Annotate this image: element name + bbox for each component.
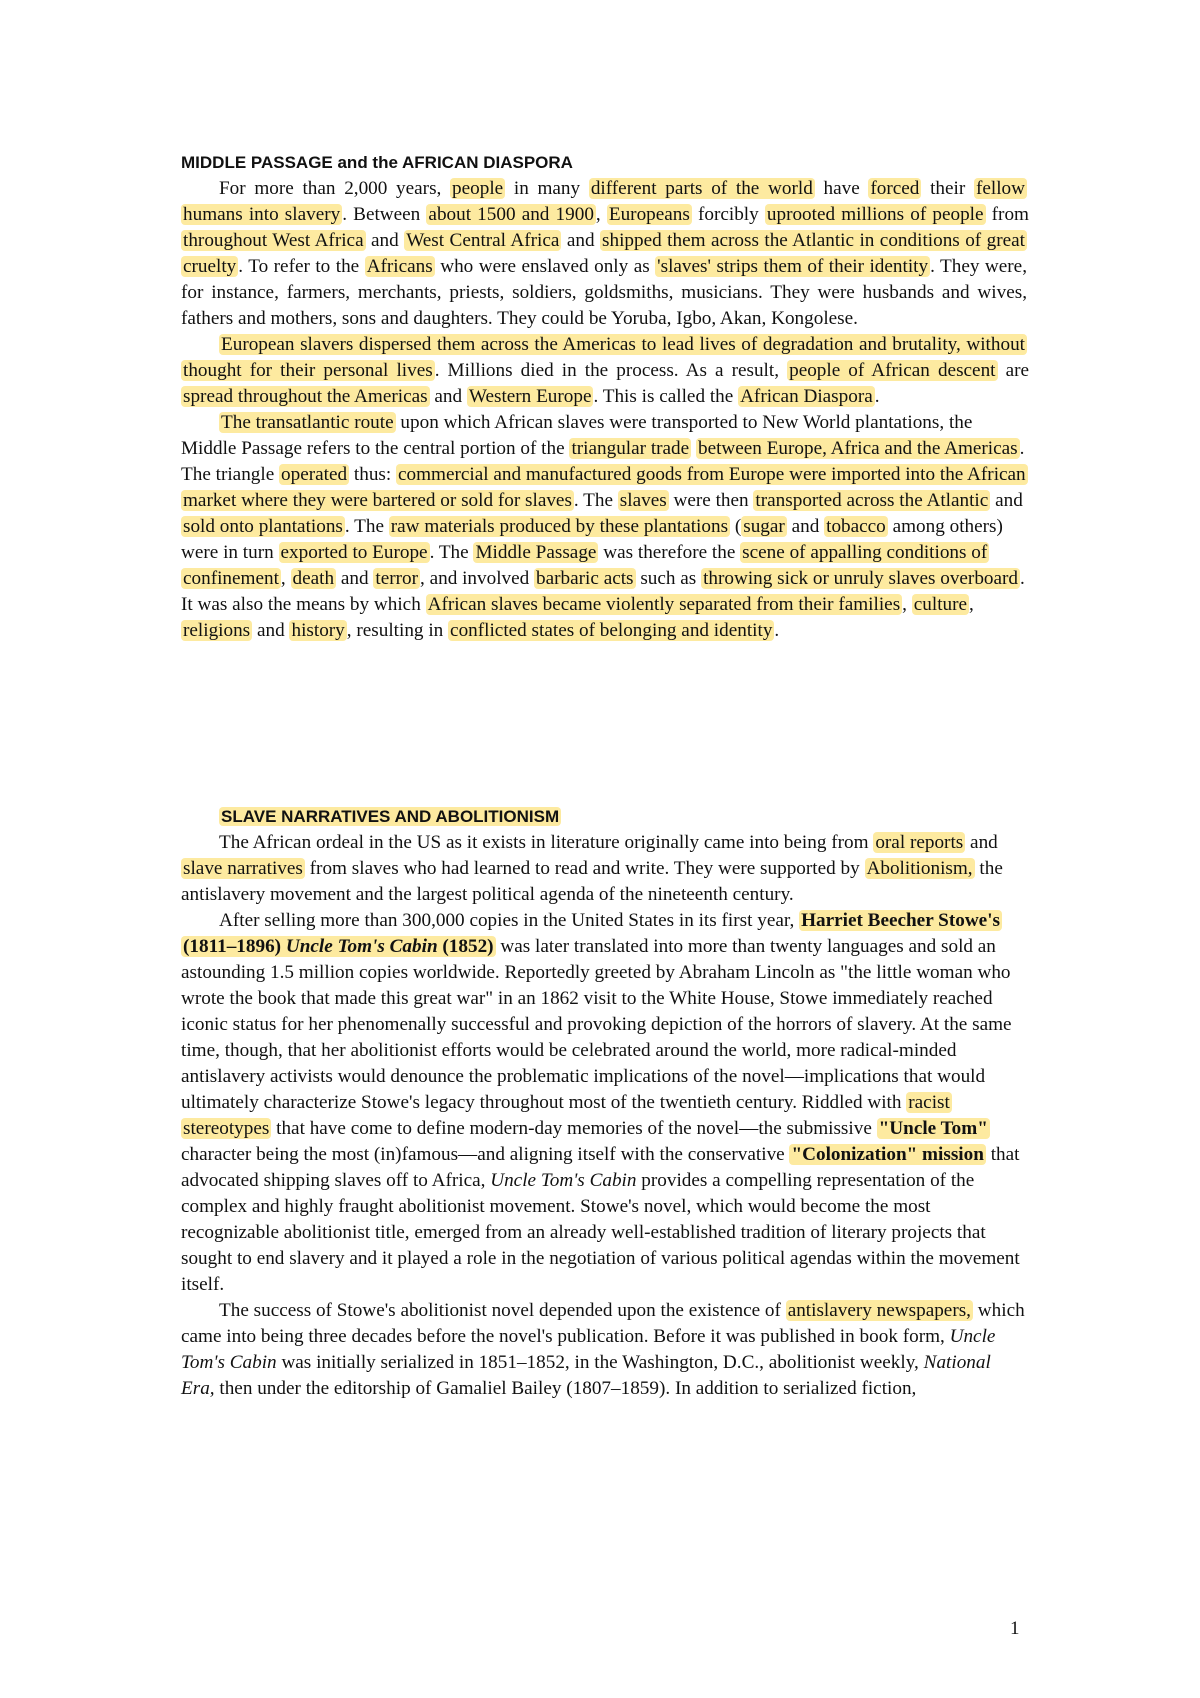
highlight: history: [291, 620, 345, 641]
highlight: spread throughout the Americas: [183, 386, 428, 407]
paragraph-3: [181, 410, 1027, 644]
highlight: African slaves became violently separated from their families: [427, 594, 901, 615]
text-run: was therefore the: [598, 542, 741, 563]
highlight: death: [292, 568, 335, 589]
text-run: provides a compelling representation of the complex and highly fraught abolitionist movement. Stowe's novel, which would become the most recognizable abolitionist title, emerged from an already well-established tradition of literary projects that sought to end slavery and it played a role in the negotiation of various political agendas within the movement itself.: [181, 1170, 1020, 1295]
text-run: in many: [505, 178, 589, 199]
highlight: "Uncle Tom": [878, 1118, 988, 1139]
highlight: antislavery newspapers,: [787, 1300, 971, 1321]
section-middle-passage: [181, 176, 1027, 644]
text-run: that advocated shipping slaves off to Africa,: [181, 1144, 1020, 1191]
text-run: . They were, for instance, farmers, merchants, priests, soldiers, goldsmiths, musicians. They were husbands and wives, fathers and mothers, sons and daughters. They could be Yoruba, Igbo, Akan, Kongolese.: [181, 256, 1027, 329]
book-title: Uncle Tom's Cabin: [490, 1170, 637, 1191]
text-run: were then: [668, 490, 754, 511]
text-run: ,: [969, 594, 974, 615]
author-name: Harriet Beecher Stowe's (1811–1896): [183, 910, 1000, 957]
highlight: between Europe, Africa and the Americas: [697, 438, 1018, 459]
book-title: Uncle Tom's Cabin: [181, 1326, 996, 1373]
text-run: then under the editorship of Gamaliel Bailey (1807–1859). In addition to serialized fiction,: [214, 1378, 917, 1399]
text-run: forcibly: [691, 204, 765, 225]
text-run: and: [429, 386, 467, 407]
text-run: , resulting in: [346, 620, 449, 641]
paragraph-1: [181, 176, 1027, 332]
text-run: After selling more than 300,000 copies in the United States in its first year,: [219, 910, 800, 931]
text-run: The African ordeal in the US as it exists in literature originally came into being from: [219, 832, 874, 853]
text-run: .: [774, 620, 780, 641]
highlight: transported across the Atlantic: [755, 490, 989, 511]
text-run: ,: [902, 594, 912, 615]
text-run: For more than 2,000 years,: [219, 178, 451, 199]
highlight: oral reports: [875, 832, 964, 853]
highlight: West Central Africa: [406, 230, 560, 251]
highlight: raw materials produced by these plantations: [390, 516, 729, 537]
highlight: African Diaspora: [740, 386, 873, 407]
highlight: exported to Europe: [280, 542, 428, 563]
highlight: fellow humans into slavery: [183, 178, 1025, 225]
text-run: among others) were in turn: [181, 516, 1003, 563]
text-run: and: [965, 832, 998, 853]
section-heading: [219, 804, 1027, 830]
text-run: was initially serialized in 1851–1852, in the Washington, D.C., abolitionist weekly,: [276, 1352, 924, 1373]
text-run: from slaves who had learned to read and write. They were supported by: [304, 858, 865, 879]
highlight: Europeans: [608, 204, 690, 225]
highlight: different parts of the world: [590, 178, 813, 199]
highlight: culture: [913, 594, 968, 615]
highlight: Abolitionism,: [866, 858, 973, 879]
text-run: from: [985, 204, 1029, 225]
text-run: . It was also the means by which: [181, 568, 1025, 615]
text-run: , and involved: [420, 568, 535, 589]
highlight: racist stereotypes: [183, 1092, 950, 1139]
text-run: and: [252, 620, 290, 641]
text-run: . Between: [342, 204, 427, 225]
text-run: which came into being three decades before the novel's publication. Before it was published in book form,: [181, 1300, 1025, 1347]
text-run: and: [990, 490, 1023, 511]
highlight: Africans: [366, 256, 433, 277]
book-title: Uncle Tom's Cabin: [285, 936, 438, 957]
highlight: religions: [183, 620, 251, 641]
text-run: are: [997, 360, 1029, 381]
highlight: sold onto plantations: [183, 516, 343, 537]
highlight: slave narratives: [183, 858, 303, 879]
highlight: throughout West Africa: [183, 230, 364, 251]
highlight: Middle Passage: [475, 542, 597, 563]
text-run: . To refer to the: [238, 256, 365, 277]
highlight: operated: [281, 464, 348, 485]
text-run: and: [561, 230, 601, 251]
text-run: thus:: [349, 464, 397, 485]
text-run: who were enslaved only as: [434, 256, 656, 277]
highlight: shipped them across the Atlantic in conditions of great cruelty: [183, 230, 1025, 277]
highlight: about 1500 and 1900: [428, 204, 594, 225]
highlight: SLAVE NARRATIVES AND ABOLITIONISM: [221, 807, 560, 826]
highlight: commercial and manufactured goods from Europe were imported into the African market where they were bartered or sold for slaves: [183, 464, 1026, 511]
highlight: The transatlantic route: [221, 412, 394, 433]
paragraph-6: [181, 1298, 1027, 1402]
text-run: . The: [429, 542, 474, 563]
paragraph-4: [181, 830, 1027, 908]
highlight: people of African descent: [789, 360, 996, 381]
text-run: . The: [344, 516, 389, 537]
highlight: uprooted millions of people: [766, 204, 984, 225]
text-run: The success of Stowe's abolitionist novel depended upon the existence of: [219, 1300, 786, 1321]
highlight: forced: [870, 178, 920, 199]
text-run: upon which African slaves were transported to New World plantations, the Middle Passage refers to the central portion of the: [181, 412, 973, 459]
text-run: ,: [280, 568, 291, 589]
highlight: "Colonization" mission: [791, 1144, 984, 1165]
text-run: their: [921, 178, 974, 199]
newspaper-title: National Era,: [181, 1352, 991, 1399]
text-run: .: [874, 386, 880, 407]
text-run: the antislavery movement and the largest political agenda of the nineteenth century.: [181, 858, 1003, 905]
page-number: 1: [1010, 1618, 1020, 1639]
highlight: Western Europe: [468, 386, 592, 407]
highlight: sugar: [743, 516, 785, 537]
text-run: . This is called the: [593, 386, 739, 407]
text-run: such as: [635, 568, 702, 589]
text-run: . The: [573, 490, 618, 511]
text-run: and: [786, 516, 825, 537]
paragraph-2: [181, 332, 1027, 410]
text-run: ,: [595, 204, 607, 225]
highlight: European slavers dispersed them across the Americas to lead lives of degradation and brutality, without thought for their personal lives: [183, 334, 1025, 381]
publication-year: (1852): [437, 936, 494, 957]
paragraph-5: [181, 908, 1027, 1298]
text-run: was later translated into more than twenty languages and sold an astounding 1.5 million copies worldwide. Reportedly greeted by Abraham Lincoln as "the little woman who wrote the book that made this great war" in an 1862 visit to the White House, Stowe immediately reached iconic status for her phenomenally successful and provoking depiction of the horrors of slavery. At the same time, though, that her abolitionist efforts would be celebrated around the world, more radical-minded antislavery activists would denounce the problematic implications of the novel—implications that would ultimately characterize Stowe's legacy throughout most of the twentieth century. Riddled with: [181, 936, 1012, 1113]
highlight: triangular trade: [571, 438, 690, 459]
highlight: terror: [375, 568, 418, 589]
highlight: slaves: [619, 490, 667, 511]
text-run: that have come to define modern-day memories of the novel—the submissive: [271, 1118, 877, 1139]
text-run: have: [814, 178, 869, 199]
section-slave-narratives: [181, 804, 1027, 1402]
page-title: MIDDLE PASSAGE and the AFRICAN DIASPORA: [181, 153, 573, 172]
highlight: 'slaves' strips them of their identity: [657, 256, 929, 277]
highlight: throwing sick or unruly slaves overboard: [703, 568, 1019, 589]
text-run: and: [365, 230, 405, 251]
text-run: and: [336, 568, 374, 589]
text-run: character being the most (in)famous—and aligning itself with the conservative: [181, 1144, 790, 1165]
text-run: (: [730, 516, 742, 537]
highlight: scene of appalling conditions of confinement: [183, 542, 988, 589]
highlight: barbaric acts: [536, 568, 634, 589]
text-run: . The triangle: [181, 438, 1025, 485]
highlight: conflicted states of belonging and identity: [450, 620, 773, 641]
highlight: tobacco: [826, 516, 886, 537]
highlight: people: [452, 178, 504, 199]
text-run: . Millions died in the process. As a result,: [434, 360, 788, 381]
